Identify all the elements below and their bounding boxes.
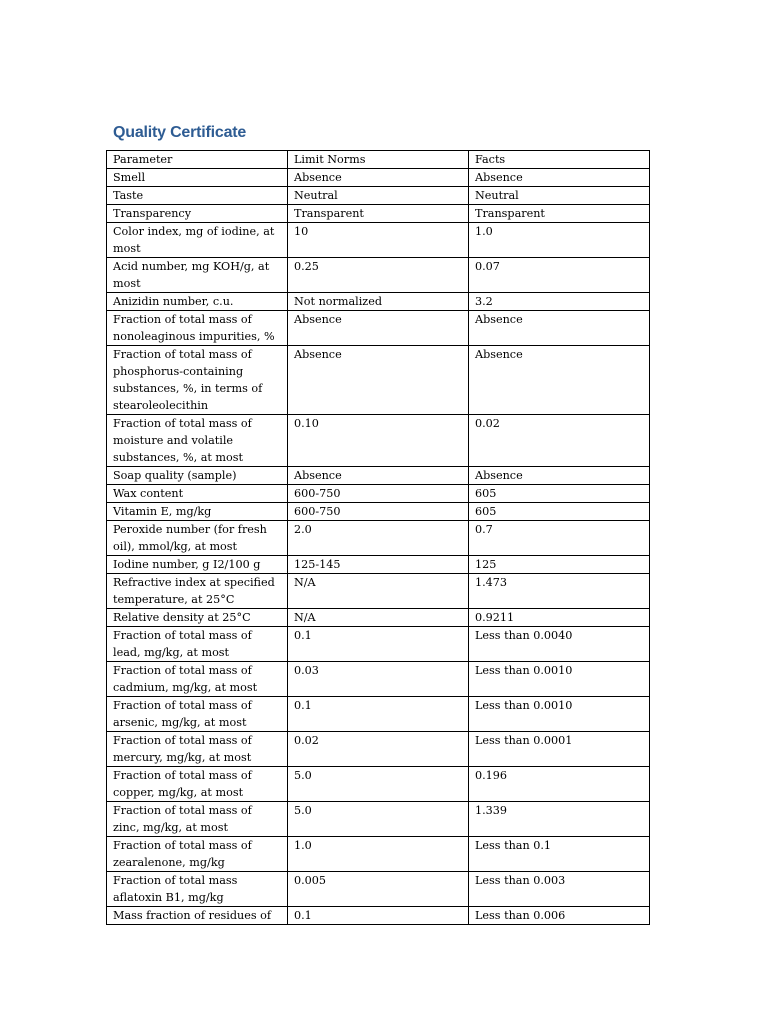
parameter-cell: Acid number, mg KOH/g, at most: [107, 258, 288, 293]
fact-cell: Less than 0.006: [469, 907, 650, 925]
table-row: [107, 187, 650, 205]
fact-cell: Absence: [469, 346, 650, 415]
fact-cell: 3.2: [469, 293, 650, 311]
table-row: [107, 223, 650, 258]
limit-norm-cell: Not normalized: [288, 293, 469, 311]
fact-cell: Neutral: [469, 187, 650, 205]
parameter-cell: Fraction of total mass of moisture and volatile substances, %, at most: [107, 415, 288, 467]
fact-cell: 1.339: [469, 802, 650, 837]
table-row: [107, 627, 650, 662]
table-row: [107, 311, 650, 346]
parameter-cell: Fraction of total mass of nonoleaginous impurities, %: [107, 311, 288, 346]
parameter-cell: Fraction of total mass aflatoxin B1, mg/kg: [107, 872, 288, 907]
fact-cell: Absence: [469, 311, 650, 346]
limit-norm-cell: Neutral: [288, 187, 469, 205]
fact-cell: Less than 0.0010: [469, 662, 650, 697]
table-row: [107, 293, 650, 311]
parameter-cell: Refractive index at specified temperature, at 25°C: [107, 574, 288, 609]
limit-norm-cell: Absence: [288, 346, 469, 415]
table-header-row: [107, 151, 650, 169]
table-row: [107, 802, 650, 837]
parameter-cell: Soap quality (sample): [107, 467, 288, 485]
table-row: [107, 574, 650, 609]
parameter-cell: Fraction of total mass of mercury, mg/kg, at most: [107, 732, 288, 767]
table-row: [107, 503, 650, 521]
limit-norm-cell: N/A: [288, 609, 469, 627]
table-row: [107, 837, 650, 872]
parameter-cell: Mass fraction of residues of: [107, 907, 288, 925]
table-row: [107, 205, 650, 223]
parameter-cell: Fraction of total mass of zearalenone, mg/kg: [107, 837, 288, 872]
limit-norm-cell: 0.1: [288, 697, 469, 732]
parameter-cell: Peroxide number (for fresh oil), mmol/kg, at most: [107, 521, 288, 556]
limit-norm-cell: 0.03: [288, 662, 469, 697]
parameter-cell: Fraction of total mass of cadmium, mg/kg, at most: [107, 662, 288, 697]
table-row: [107, 767, 650, 802]
limit-norm-cell: N/A: [288, 574, 469, 609]
table-header: [107, 151, 650, 169]
fact-cell: 0.07: [469, 258, 650, 293]
limit-norm-cell: 600-750: [288, 503, 469, 521]
limit-norm-cell: 5.0: [288, 767, 469, 802]
parameter-cell: Relative density at 25°C: [107, 609, 288, 627]
limit-norm-cell: 5.0: [288, 802, 469, 837]
table-body: [107, 169, 650, 925]
fact-cell: Less than 0.0001: [469, 732, 650, 767]
fact-cell: Less than 0.003: [469, 872, 650, 907]
parameter-cell: Fraction of total mass of phosphorus-containing substances, %, in terms of stearoleolecithin: [107, 346, 288, 415]
table-row: [107, 697, 650, 732]
fact-cell: 605: [469, 503, 650, 521]
fact-cell: Less than 0.0040: [469, 627, 650, 662]
limit-norm-cell: 0.25: [288, 258, 469, 293]
document-title: Quality Certificate: [113, 124, 247, 141]
fact-cell: Absence: [469, 467, 650, 485]
table-row: [107, 732, 650, 767]
fact-cell: Less than 0.0010: [469, 697, 650, 732]
fact-cell: 1.0: [469, 223, 650, 258]
parameter-cell: Wax content: [107, 485, 288, 503]
table-row: [107, 521, 650, 556]
parameter-cell: Fraction of total mass of lead, mg/kg, at most: [107, 627, 288, 662]
fact-cell: Absence: [469, 169, 650, 187]
fact-cell: 0.02: [469, 415, 650, 467]
parameter-cell: Color index, mg of iodine, at most: [107, 223, 288, 258]
parameter-cell: Anizidin number, c.u.: [107, 293, 288, 311]
limit-norm-cell: 10: [288, 223, 469, 258]
fact-cell: 0.7: [469, 521, 650, 556]
limit-norm-cell: Transparent: [288, 205, 469, 223]
fact-cell: Less than 0.1: [469, 837, 650, 872]
parameter-cell: Transparency: [107, 205, 288, 223]
header-parameter: Parameter: [107, 151, 288, 169]
table-row: [107, 485, 650, 503]
limit-norm-cell: 0.1: [288, 907, 469, 925]
limit-norm-cell: 0.10: [288, 415, 469, 467]
parameter-cell: Vitamin E, mg/kg: [107, 503, 288, 521]
limit-norm-cell: Absence: [288, 467, 469, 485]
table-row: [107, 872, 650, 907]
parameter-cell: Fraction of total mass of copper, mg/kg, at most: [107, 767, 288, 802]
table-row: [107, 556, 650, 574]
table-row: [107, 258, 650, 293]
limit-norm-cell: 1.0: [288, 837, 469, 872]
parameter-cell: Iodine number, g I2/100 g: [107, 556, 288, 574]
table-row: [107, 609, 650, 627]
limit-norm-cell: 0.005: [288, 872, 469, 907]
limit-norm-cell: 125-145: [288, 556, 469, 574]
fact-cell: 0.196: [469, 767, 650, 802]
parameter-cell: Fraction of total mass of zinc, mg/kg, at most: [107, 802, 288, 837]
limit-norm-cell: Absence: [288, 311, 469, 346]
parameter-cell: Fraction of total mass of arsenic, mg/kg, at most: [107, 697, 288, 732]
limit-norm-cell: 600-750: [288, 485, 469, 503]
fact-cell: 125: [469, 556, 650, 574]
table-row: [107, 662, 650, 697]
fact-cell: 0.9211: [469, 609, 650, 627]
table-row: [107, 467, 650, 485]
table-row: [107, 907, 650, 925]
quality-certificate-table: [106, 150, 650, 925]
fact-cell: Transparent: [469, 205, 650, 223]
limit-norm-cell: Absence: [288, 169, 469, 187]
fact-cell: 1.473: [469, 574, 650, 609]
table-row: [107, 415, 650, 467]
header-limit-norms: Limit Norms: [288, 151, 469, 169]
limit-norm-cell: 0.1: [288, 627, 469, 662]
header-facts: Facts: [469, 151, 650, 169]
limit-norm-cell: 2.0: [288, 521, 469, 556]
fact-cell: 605: [469, 485, 650, 503]
table-row: [107, 169, 650, 187]
limit-norm-cell: 0.02: [288, 732, 469, 767]
table-row: [107, 346, 650, 415]
parameter-cell: Taste: [107, 187, 288, 205]
parameter-cell: Smell: [107, 169, 288, 187]
